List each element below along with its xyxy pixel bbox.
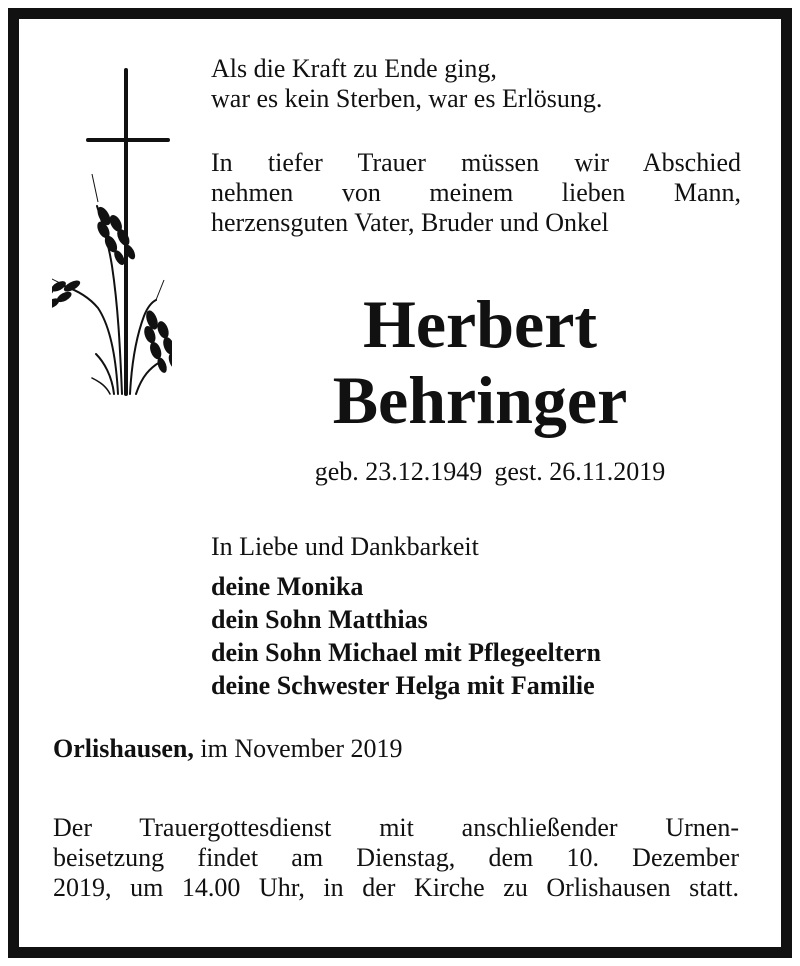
mourning-line: In tiefer Trauer müssen wir Abschied xyxy=(211,148,741,177)
month-year: im November 2019 xyxy=(200,734,403,763)
first-name: Herbert xyxy=(362,286,598,362)
mourner: deine Schwester Helga mit Familie xyxy=(211,671,595,700)
thanks-line: In Liebe und Dankbarkeit xyxy=(211,532,479,561)
verse-line: war es kein Sterben, war es Erlösung. xyxy=(211,84,603,113)
last-name: Behringer xyxy=(332,362,628,438)
service-info xyxy=(53,813,739,903)
town: Orlishausen, xyxy=(53,734,194,763)
mourning-line: herzensguten Vater, Bruder und Onkel xyxy=(211,208,609,237)
mourners-list xyxy=(211,570,601,702)
mourner: dein Sohn Michael mit Pflegeeltern xyxy=(211,638,601,667)
place-date xyxy=(53,734,403,764)
mourning-line: nehmen von meinem lieben Mann, xyxy=(211,178,741,207)
mourning-text xyxy=(211,148,741,238)
verse-line: Als die Kraft zu Ende ging, xyxy=(211,54,497,83)
service-line: Der Trauergottesdienst mit anschließender Urnen- xyxy=(53,813,739,842)
service-line: 2019, um 14.00 Uhr, in der Kirche zu Orlishausen statt. xyxy=(53,873,739,902)
life-dates xyxy=(260,457,720,487)
service-line: beisetzung findet am Dienstag, dem 10. Dezember xyxy=(53,843,739,872)
birth-date: geb. 23.12.1949 xyxy=(314,457,483,486)
death-date: gest. 26.11.2019 xyxy=(494,457,666,486)
mourner: deine Monika xyxy=(211,572,364,601)
cross-with-wheat-icon xyxy=(52,56,172,396)
deceased-name xyxy=(230,286,730,438)
mourner: dein Sohn Matthias xyxy=(211,605,428,634)
verse xyxy=(211,54,602,114)
